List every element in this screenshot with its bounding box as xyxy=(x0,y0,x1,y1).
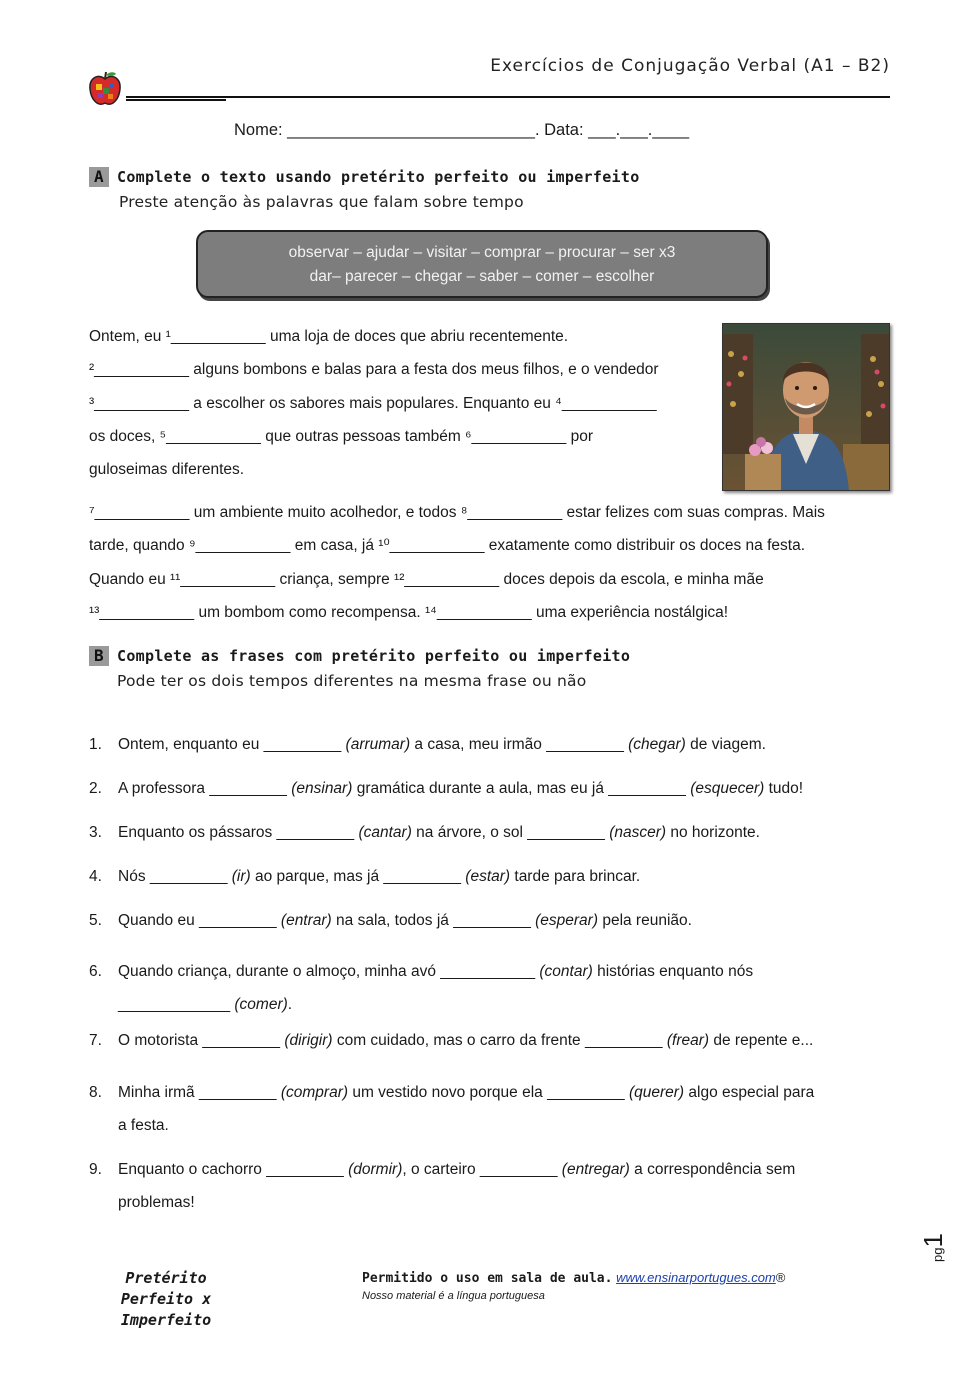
item-text: _____________ xyxy=(118,996,235,1013)
footer-credits xyxy=(362,1270,785,1302)
exercise-item xyxy=(89,912,692,930)
item-text: com cuidado, mas o carro da frente _________ xyxy=(332,1032,667,1049)
paragraph-line: tarde, quando ⁹___________ em casa, já ¹⁰___________ exatamente como distribuir os doces na festa. xyxy=(89,537,805,555)
item-text: a casa, meu irmão _________ xyxy=(410,736,629,753)
paragraph-line: guloseimas diferentes. xyxy=(89,461,245,479)
item-text: Ontem, enquanto eu _________ xyxy=(118,736,346,753)
item-text: pela reunião. xyxy=(598,912,692,929)
section-b-title: Complete as frases com pretérito perfeito ou imperfeito xyxy=(117,647,631,665)
verb-hint: (chegar) xyxy=(628,736,686,753)
item-text: na sala, todos já _________ xyxy=(331,912,536,929)
paragraph-line: ⁷___________ um ambiente muito acolhedor, e todos ⁸___________ estar felizes com suas compras. Mais xyxy=(89,504,825,521)
item-number: 4. xyxy=(89,868,102,885)
exercise-item xyxy=(89,1032,813,1050)
item-text: A professora _________ xyxy=(118,780,292,797)
verb-hint: (comprar) xyxy=(280,1084,349,1101)
item-text: de repente e... xyxy=(709,1032,814,1049)
item-text: ao parque, mas já _________ xyxy=(250,868,466,885)
item-text: . xyxy=(287,996,293,1013)
verb-hint: (querer) xyxy=(628,1084,685,1101)
section-b-heading xyxy=(89,646,630,666)
registered-mark: ® xyxy=(775,1270,786,1285)
verb-hint: (contar) xyxy=(539,963,593,980)
item-text: O motorista _________ xyxy=(118,1032,285,1049)
exercise-item xyxy=(89,780,803,798)
item-number: 5. xyxy=(89,912,102,929)
verb-hint: (ir) xyxy=(231,868,251,885)
verb-hint: (esperar) xyxy=(535,912,599,929)
exercise-item xyxy=(89,824,760,842)
item-text: algo especial para xyxy=(684,1084,815,1101)
paragraph-line: ²___________ alguns bombons e balas para a festa dos meus filhos, e o vendedor xyxy=(89,361,659,379)
verb-hint: (frear) xyxy=(666,1032,710,1049)
paragraph-line: os doces, ⁵___________ que outras pessoas também ⁶___________ por xyxy=(89,427,594,445)
shopkeeper-photo xyxy=(722,323,890,491)
item-text: problemas! xyxy=(118,1194,195,1211)
page-prefix: pg xyxy=(930,1247,945,1262)
header-divider xyxy=(126,96,890,98)
item-text: tarde para brincar. xyxy=(510,868,641,885)
name-date-line[interactable]: Nome: ___________________________. Data: ___.___.____ xyxy=(234,121,690,139)
verb-hint: (entregar) xyxy=(561,1161,630,1178)
section-a-subtitle: Preste atenção às palavras que falam sobre tempo xyxy=(119,193,524,211)
exercise-item xyxy=(89,1076,814,1142)
page-number-value: 1 xyxy=(918,1233,948,1248)
paragraph-line: Ontem, eu ¹___________ uma loja de doces que abriu recentemente. xyxy=(89,328,569,345)
page-number xyxy=(918,1233,949,1262)
section-a-paragraph-1 xyxy=(89,320,659,486)
item-text: Enquanto o cachorro _________ xyxy=(118,1161,349,1178)
item-number: 1. xyxy=(89,736,102,753)
verb-hint: (dirigir) xyxy=(284,1032,333,1049)
exercise-item xyxy=(89,955,753,1021)
item-text: na árvore, o sol _________ xyxy=(411,824,610,841)
paragraph-line: ¹³___________ um bombom como recompensa. ¹⁴___________ uma experiência nostálgica! xyxy=(89,603,729,621)
exercise-item xyxy=(89,1153,795,1219)
header-divider-accent xyxy=(126,99,226,101)
item-text: um vestido novo porque ela _________ xyxy=(348,1084,629,1101)
paragraph-line: Quando eu ¹¹___________ criança, sempre ¹²___________ doces depois da escola, e minha mãe xyxy=(89,570,764,588)
verb-hint: (entrar) xyxy=(280,912,332,929)
item-text: de viagem. xyxy=(685,736,766,753)
verb-hint: (comer) xyxy=(234,996,288,1013)
exercise-item xyxy=(89,736,766,754)
item-text: a festa. xyxy=(118,1117,169,1134)
footer-topic-line: Pretérito xyxy=(125,1269,207,1287)
item-number: 8. xyxy=(89,1084,102,1101)
item-number: 3. xyxy=(89,824,102,841)
item-text: Quando criança, durante o almoço, minha avó ___________ xyxy=(118,963,540,980)
section-a-paragraph-2 xyxy=(89,496,825,629)
verb-hint: (ensinar) xyxy=(291,780,353,797)
section-a-title: Complete o texto usando pretérito perfeito ou imperfeito xyxy=(117,168,640,186)
section-a-letter: A xyxy=(89,167,109,187)
section-a-heading xyxy=(89,167,640,187)
item-text: Quando eu _________ xyxy=(118,912,281,929)
item-number: 7. xyxy=(89,1032,102,1049)
footer-tagline: Nosso material é a língua portuguesa xyxy=(362,1290,545,1302)
footer-permission: Permitido o uso em sala de aula. xyxy=(362,1271,613,1286)
word-bank-line-1: observar – ajudar – visitar – comprar – procurar – ser x3 xyxy=(288,244,676,261)
verb-hint: (arrumar) xyxy=(345,736,411,753)
item-text: no horizonte. xyxy=(666,824,760,841)
item-number: 2. xyxy=(89,780,102,797)
item-number: 6. xyxy=(89,963,102,980)
item-text: , o carteiro _________ xyxy=(402,1161,562,1178)
item-text: a correspondência sem xyxy=(629,1161,796,1178)
item-number: 9. xyxy=(89,1161,102,1178)
item-text: tudo! xyxy=(764,780,804,797)
section-b-subtitle: Pode ter os dois tempos diferentes na mesma frase ou não xyxy=(117,672,587,690)
page-header-title: Exercícios de Conjugação Verbal (A1 – B2) xyxy=(490,56,890,76)
item-text: Minha irmã _________ xyxy=(118,1084,281,1101)
word-bank-box xyxy=(196,230,768,298)
footer-topic-line: Imperfeito xyxy=(120,1311,212,1329)
item-text: histórias enquanto nós xyxy=(592,963,754,980)
footer-site-link[interactable]: www.ensinarportugues.com xyxy=(616,1270,776,1285)
paragraph-line: ³___________ a escolher os sabores mais populares. Enquanto eu ⁴___________ xyxy=(89,394,657,412)
footer-topic-line: Perfeito x xyxy=(120,1290,212,1308)
footer-topic xyxy=(120,1268,212,1331)
apple-logo-icon xyxy=(88,70,122,108)
verb-hint: (nascer) xyxy=(609,824,667,841)
verb-hint: (estar) xyxy=(465,868,511,885)
item-text: Enquanto os pássaros _________ xyxy=(118,824,359,841)
word-bank-line-2: dar– parecer – chegar – saber – comer – escolher xyxy=(309,268,655,285)
exercise-item xyxy=(89,868,640,886)
section-b-letter: B xyxy=(89,646,109,666)
verb-hint: (dormir) xyxy=(348,1161,403,1178)
item-text: gramática durante a aula, mas eu já _________ xyxy=(352,780,691,797)
item-text: Nós _________ xyxy=(118,868,232,885)
verb-hint: (cantar) xyxy=(358,824,412,841)
verb-hint: (esquecer) xyxy=(690,780,765,797)
